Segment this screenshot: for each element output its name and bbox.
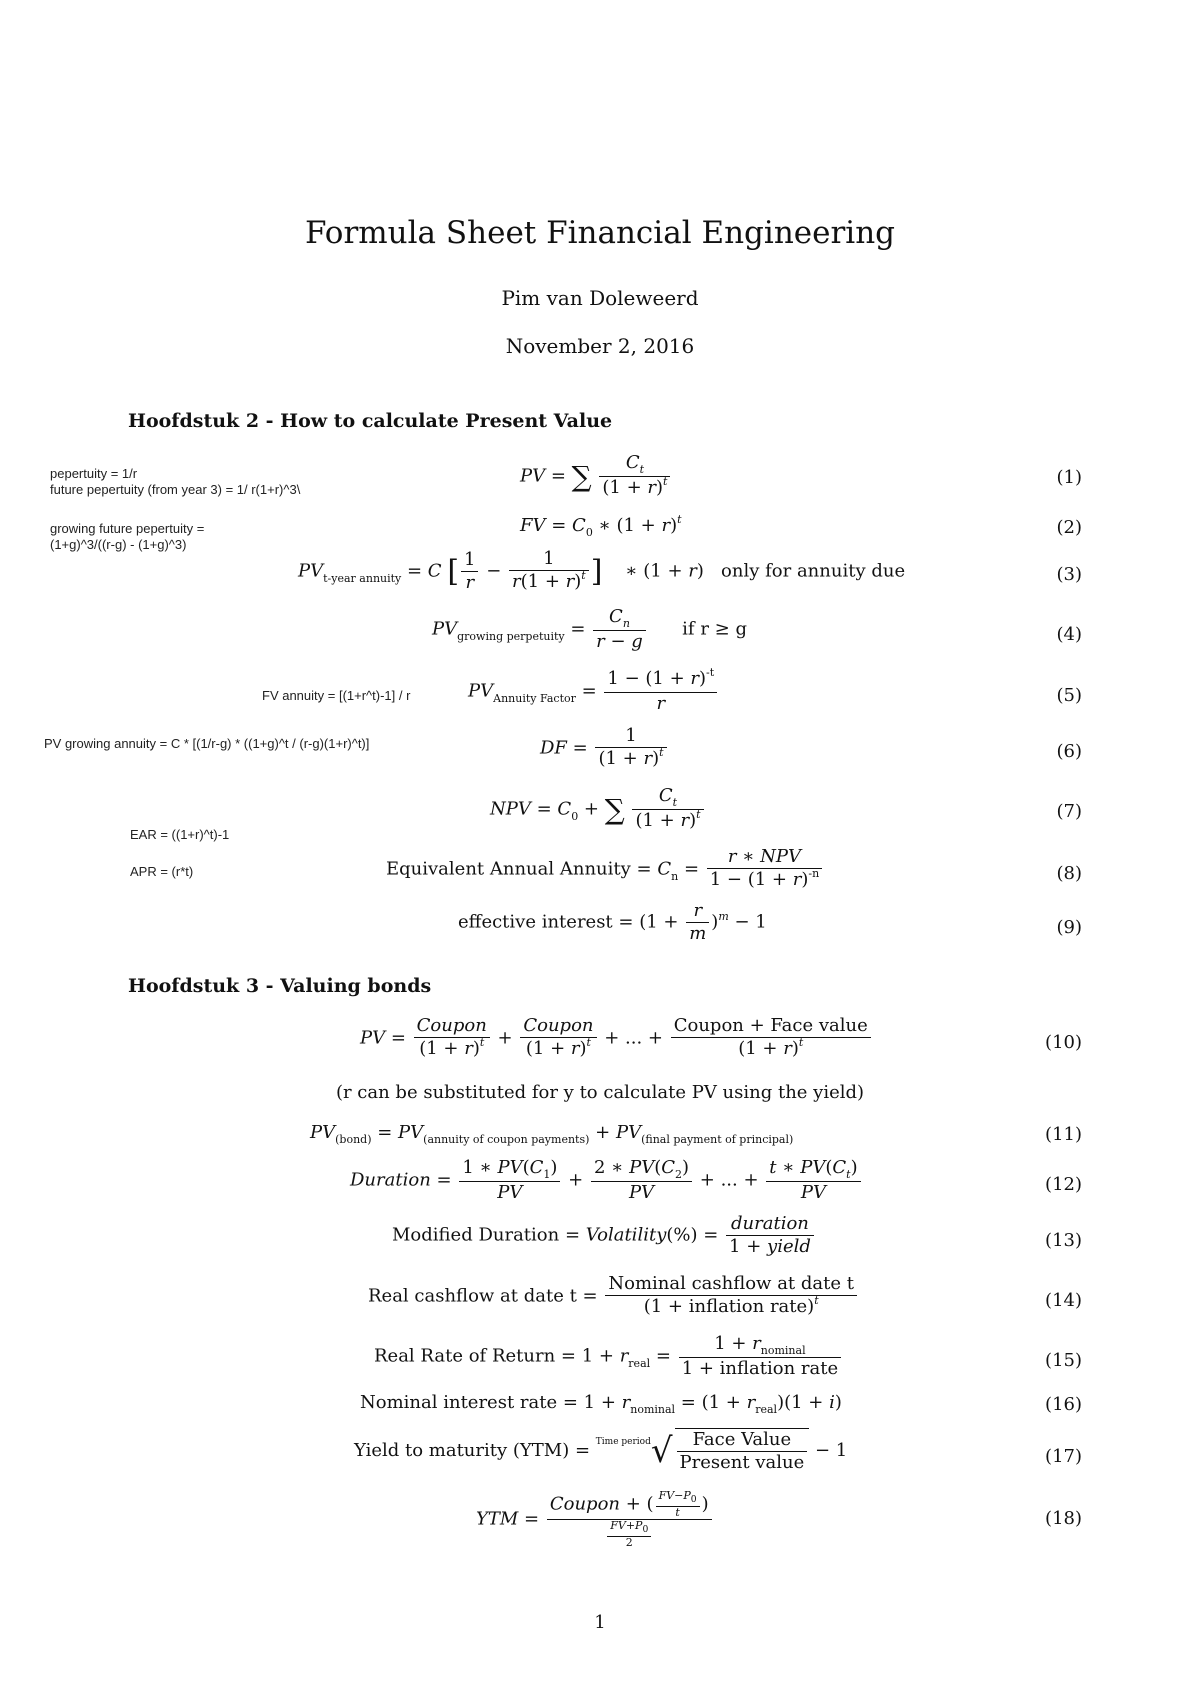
equation-number: (14) [1045,1290,1082,1311]
note-future-pepertuity: future pepertuity (from year 3) = 1/ r(1+r)^3\ [50,482,301,497]
equation-discount-factor: DF = $\frac{1}{(1 + r)^t}$ [540,725,669,772]
equation-number: (18) [1045,1508,1082,1529]
ytm-label: Yield to maturity (YTM) = [354,1440,591,1461]
present-value-text: Present value [677,1451,808,1474]
note-apr: APR = (r*t) [130,864,194,879]
inflation-rate-text: (1 + inflation rate) [643,1296,815,1317]
equation-number: (9) [1056,917,1082,938]
note-pv-growing-annuity: PV growing annuity = C * [(1/r-g) * ((1+g)^t / (r-g)(1+r)^t)] [44,736,370,751]
note-fv-annuity: FV annuity = [(1+r^t)-1] / r [262,688,411,703]
note-growing-future-1: growing future pepertuity = [50,521,205,536]
document-author: Pim van Doleweerd [501,286,699,310]
nominal-interest-label: Nominal interest rate = [360,1392,578,1413]
equation-effective-interest: effective interest = (1 + $\frac{r}{m}$ )$^m$ − 1 [458,900,767,944]
section-heading-chapter-3: Hoofdstuk 3 - Valuing bonds [128,975,432,997]
equation-number: (7) [1056,801,1082,822]
coupon-face-text: Coupon + Face value [673,1015,868,1036]
equation-number: (1) [1056,467,1082,488]
equation-number: (2) [1056,517,1082,538]
equation-modified-duration: Modified Duration = Volatility(%) = $\frac{\text{duration}}{\text{1 + yield}}$ [392,1213,816,1258]
face-value-text: Face Value [692,1429,792,1450]
modified-duration-label: Modified Duration = [392,1224,581,1246]
real-rate-label: Real Rate of Return = [374,1345,576,1367]
equation-number: (5) [1056,685,1082,706]
document-date: November 2, 2016 [505,334,695,358]
equation-real-rate-of-return: Real Rate of Return = $1 + r_{real}$ = $\frac{1 + r_{nominal}}{\text{1 + inflation rate}}$ [374,1333,843,1380]
page-number: 1 [594,1612,606,1633]
equation-ytm-approximation: YTM = Coupon + ( $\frac{FV-P_0}{t}$ ) $\frac{FV+P_0}{2}$ [476,1490,714,1549]
condition-text: if r ≥ g [682,618,747,640]
equation-present-value: PV = ∑ $\frac{C_t}{(1 + r)^t}$ [520,452,672,501]
equation-number: (8) [1056,863,1082,884]
equation-number: (10) [1045,1032,1082,1053]
equation-number: (11) [1045,1124,1082,1145]
note-growing-future-2: (1+g)^3/((r-g) - (1+g)^3) [50,537,187,552]
note-pepertuity: pepertuity = 1/r [50,466,138,481]
eaa-label: Equivalent Annual Annuity = [386,858,652,880]
equation-bond-components: $PV_{(bond)} = PV_{(annuity of coupon payments)} + PV_{(final payment of principal)}$ [310,1122,794,1146]
inflation-rate-denominator: 1 + inflation rate [679,1357,841,1380]
equation-number: (3) [1056,564,1082,585]
equation-number: (15) [1045,1350,1082,1371]
equation-yield-to-maturity: Yield to maturity (YTM) = $^{Time period}$√ $\frac{\text{Face Value}}{\text{Present value}}$ − 1 [354,1429,848,1473]
equation-number: (6) [1056,741,1082,762]
equation-number: (16) [1045,1394,1082,1415]
equation-duration: Duration = $\frac{1 ∗ PV(C_1)}{PV}$ + $\frac{2 ∗ PV(C_2)}{PV}$ + ... + $\frac{t ∗ PV(C_t)}{PV}$ [350,1157,863,1204]
effective-interest-label: effective interest = [458,911,634,933]
equation-future-value: FV = $C_0$ ∗ $(1 + r)^t$ [520,513,682,539]
note-ear: EAR = ((1+r)^t)-1 [130,827,230,842]
real-cashflow-label: Real cashflow at date t = [368,1285,598,1307]
equation-real-cashflow: Real cashflow at date t = $\frac{\text{Nominal cashflow at date t}}{(1 + inflation rate)^t}$ [368,1273,859,1320]
equation-bond-price: PV = $\frac{\text{Coupon}}{(1 + r)^t}$ + $\frac{\text{Coupon}}{(1 + r)^t}$ + ... + $\frac{\text{Coupon + Face value}}{(1 + r)^t}$ [360,1015,873,1062]
equation-equivalent-annual-annuity: Equivalent Annual Annuity = $C_n$ = $\frac{\text{r ∗ NPV}}{1 - (1 + r)^{-n}}$ [386,846,824,893]
equation-nominal-interest: Nominal interest rate = $1 + r_{nominal} = (1 + r_{real})(1 + i)$ [360,1392,842,1416]
equation-growing-perpetuity: $PV_{growing perpetuity}$ = $\frac{C_n}{r - g}$ if r ≥ g [432,606,747,652]
equation-number: (12) [1045,1174,1082,1195]
equation-npv: NPV = $C_0$ + ∑ $\frac{C_t}{(1 + r)^t}$ [490,785,706,834]
equation-number: (17) [1045,1446,1082,1467]
document-title: Formula Sheet Financial Engineering [304,215,896,251]
equation-annuity-factor: $PV_{Annuity Factor}$ = $\frac{1 - (1 + r)^{-t}}{r}$ [468,668,719,715]
annuity-due-note: only for annuity due [721,560,906,582]
yield-substitution-note: (r can be substituted for y to calculate PV using the yield) [335,1082,865,1103]
time-period-index: Time period [595,1437,651,1447]
equation-number: (4) [1056,624,1082,645]
equation-number: (13) [1045,1230,1082,1251]
equation-annuity: $PV_{t-year annuity} = C$ [ $\frac{1}{r}$ − $\frac{1}{r(1 + r)^t}$ ] ∗ (1 + r) only for annuity due [298,548,906,593]
nominal-cashflow-text: Nominal cashflow at date t [608,1273,854,1294]
section-heading-chapter-2: Hoofdstuk 2 - How to calculate Present Value [128,410,613,432]
